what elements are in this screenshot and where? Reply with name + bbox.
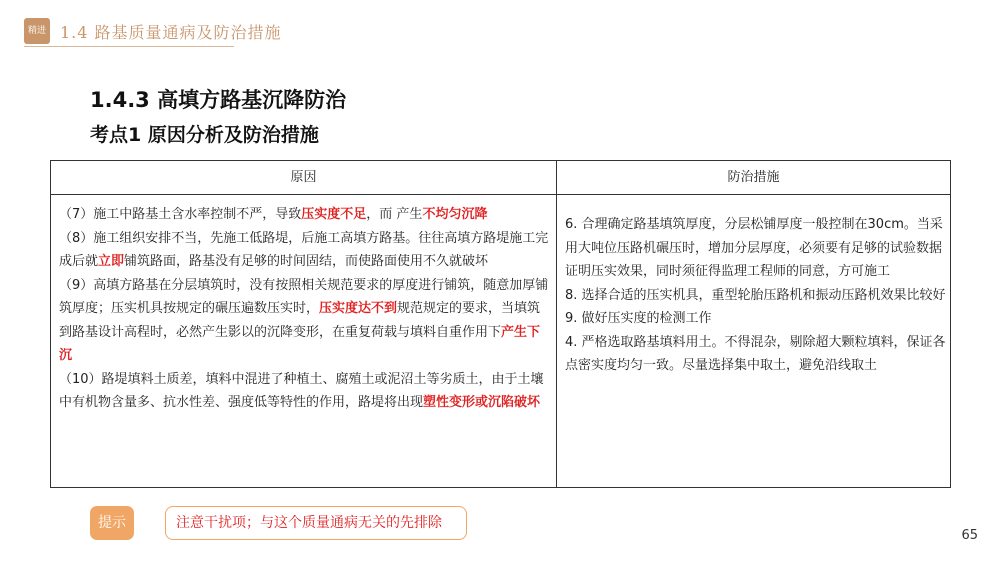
cause-9-highlight-1: 压实度达不到 — [319, 301, 398, 316]
cause-item-7 — [59, 203, 551, 227]
section-title: 1.4 路基质量通病及防治措施 — [60, 23, 282, 42]
cause-9-highlight-2: 产生下沉 — [59, 324, 541, 363]
page-subtitle: 考点1 原因分析及防治措施 — [90, 124, 319, 146]
cause-item-8 — [59, 227, 551, 274]
cause-measure-table — [50, 160, 951, 488]
section-underline — [24, 46, 234, 47]
cause-7-text-a: （7）施工中路基土含水率控制不严，导致 — [59, 207, 302, 222]
measure-item-9: 9. 做好压实度的检测工作 — [565, 311, 712, 326]
cause-item-9 — [59, 274, 551, 368]
page-number: 65 — [961, 528, 978, 543]
measure-item-8: 8. 选择合适的压实机具，重型轮胎压路机和振动压路机效果比较好 — [565, 287, 946, 303]
measure-cell — [565, 213, 947, 378]
cause-10-highlight: 塑性变形或沉陷破坏 — [423, 395, 541, 410]
cause-10-text-a: （10）路堤填料土质差，填料中混进了种植土、腐殖土或泥沼土等劣质土，由于土壤中有机物含量多、抗水性差、强度低等特性的作用，路堤将出现 — [59, 371, 544, 410]
table-header-measure: 防治措施 — [557, 161, 950, 195]
column-divider — [556, 195, 557, 487]
cause-8-text-b: 铺筑路面，路基没有足够的时间固结，而使路面使用不久就破坏 — [124, 254, 489, 269]
cause-7-highlight-2: 不均匀沉降 — [422, 207, 488, 222]
tip-badge: 提示 — [90, 506, 134, 540]
cause-cell — [59, 203, 551, 415]
tip-text: 注意干扰项；与这个质量通病无关的先排除 — [165, 506, 467, 540]
table-header-cause: 原因 — [51, 161, 557, 195]
measure-item-6: 6. 合理确定路基填筑厚度，分层松铺厚度一般控制在30cm。当采用大吨位压路机碾压时，增加分层厚度，必须要有足够的试验数据证明压实效果，同时须征得监理工程师的同意，方可施工 — [565, 217, 943, 279]
cause-7-highlight-1: 压实度不足 — [301, 207, 367, 222]
brand-logo: 精进 — [24, 18, 50, 44]
cause-8-highlight: 立即 — [98, 254, 125, 269]
measure-item-4: 4. 严格选取路基填料用土。不得混杂，剔除超大颗粒填料，保证各点密实度均匀一致。尽量选择集中取土，避免沿线取土 — [565, 334, 946, 373]
cause-9-text-b: 规范规定的要求，当填筑到路基设计高程时，必然产生影以的沉降变形，在重复荷载与填料自重作用下 — [59, 301, 541, 340]
page-title: 1.4.3 高填方路基沉降防治 — [90, 88, 347, 112]
cause-7-text-b: ，而 产生 — [366, 207, 423, 222]
cause-8-text-a: （8）施工组织安排不当，先施工低路堤，后施工高填方路基。往往高填方路堤施工完成后就 — [59, 230, 549, 269]
cause-item-10 — [59, 368, 551, 415]
cause-9-text-a: （9）高填方路基在分层填筑时，没有按照相关规范要求的厚度进行铺筑，随意加厚铺筑厚度；压实机具按规定的碾压遍数压实时， — [59, 277, 549, 316]
